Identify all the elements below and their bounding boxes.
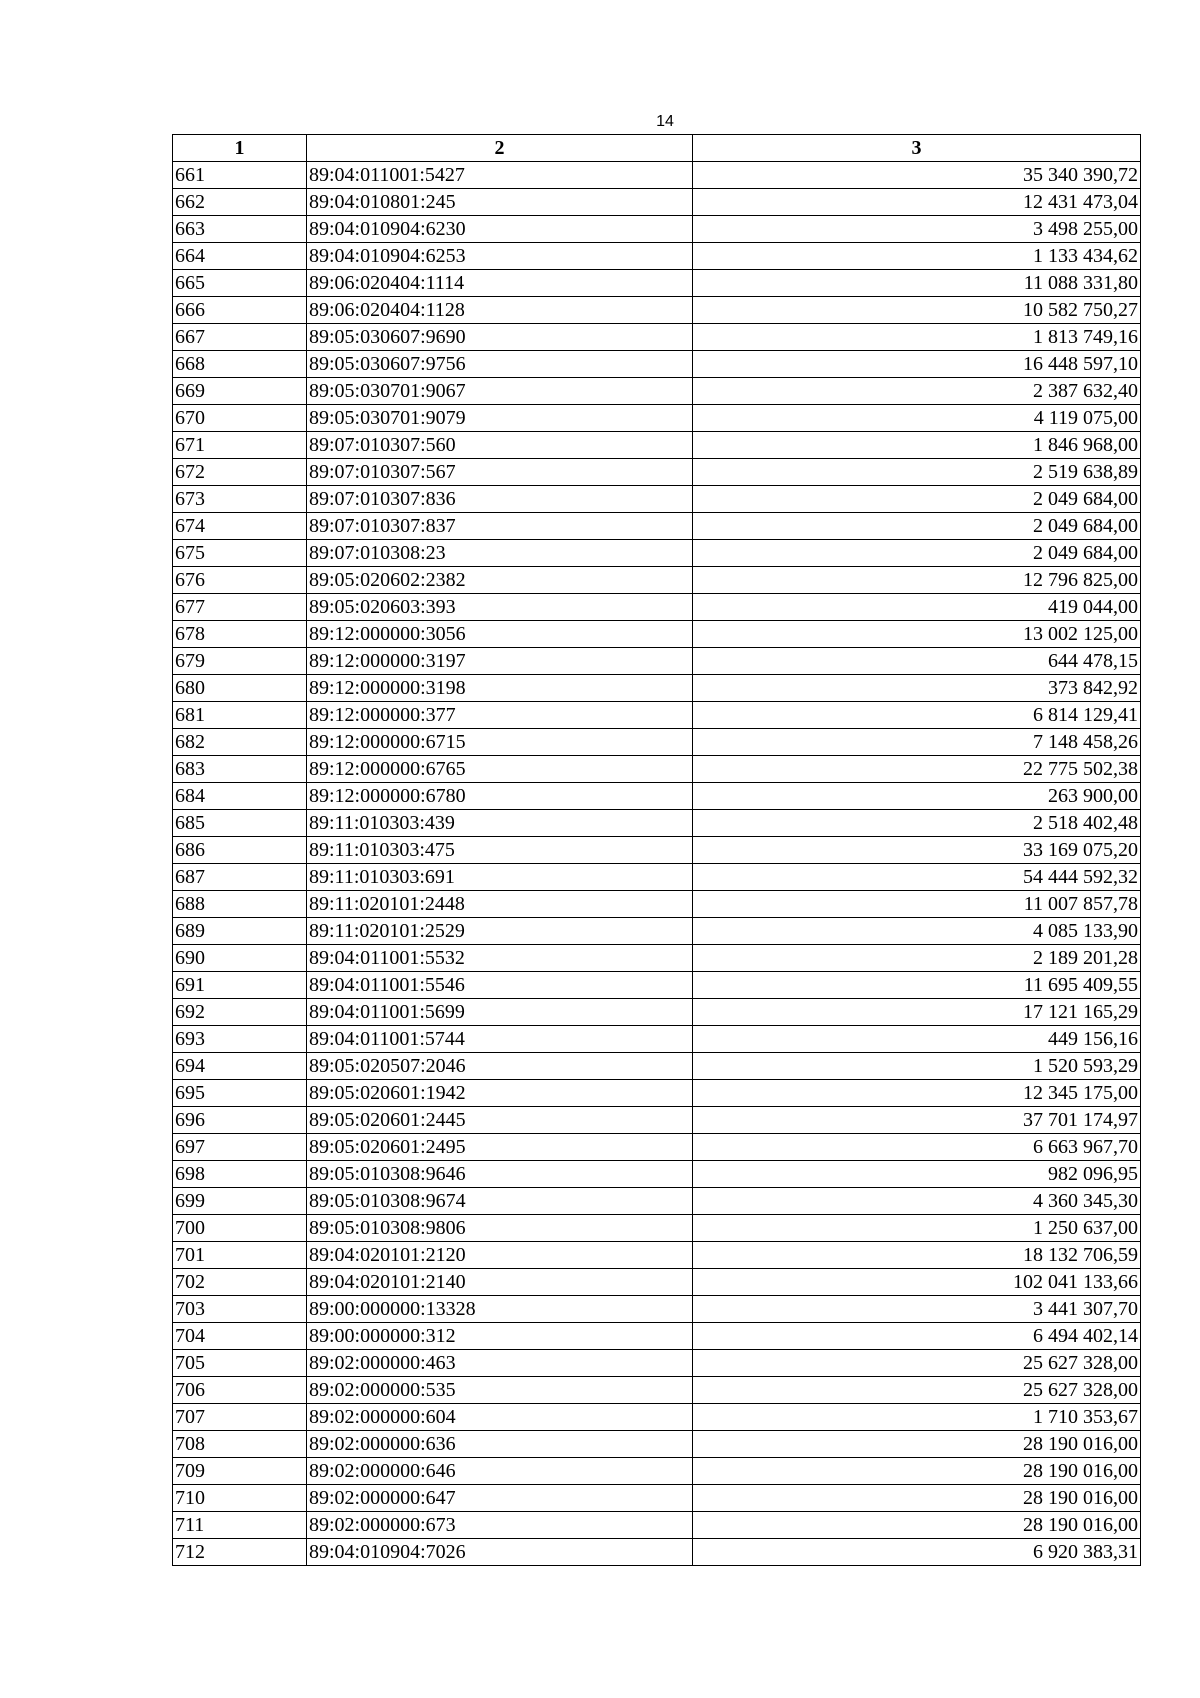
value-cell: 102 041 133,66 <box>693 1269 1141 1296</box>
value-cell: 11 088 331,80 <box>693 270 1141 297</box>
row-number-cell: 682 <box>173 729 307 756</box>
cadastral-number-cell: 89:04:011001:5546 <box>307 972 693 999</box>
row-number-cell: 702 <box>173 1269 307 1296</box>
row-number-cell: 688 <box>173 891 307 918</box>
table-row <box>173 1458 1141 1485</box>
table-row <box>173 756 1141 783</box>
table-row <box>173 243 1141 270</box>
cadastral-number-cell: 89:00:000000:13328 <box>307 1296 693 1323</box>
value-cell: 2 049 684,00 <box>693 486 1141 513</box>
table-row <box>173 513 1141 540</box>
table-row <box>173 540 1141 567</box>
value-cell: 419 044,00 <box>693 594 1141 621</box>
value-cell: 17 121 165,29 <box>693 999 1141 1026</box>
row-number-cell: 712 <box>173 1539 307 1566</box>
cadastral-number-cell: 89:05:010308:9646 <box>307 1161 693 1188</box>
cadastral-number-cell: 89:04:010801:245 <box>307 189 693 216</box>
table-row <box>173 945 1141 972</box>
row-number-cell: 672 <box>173 459 307 486</box>
cadastral-number-cell: 89:05:020601:2445 <box>307 1107 693 1134</box>
value-cell: 982 096,95 <box>693 1161 1141 1188</box>
cadastral-number-cell: 89:02:000000:673 <box>307 1512 693 1539</box>
cadastral-number-cell: 89:02:000000:636 <box>307 1431 693 1458</box>
cadastral-number-cell: 89:07:010307:836 <box>307 486 693 513</box>
cadastral-number-cell: 89:05:010308:9806 <box>307 1215 693 1242</box>
table-row <box>173 1323 1141 1350</box>
row-number-cell: 665 <box>173 270 307 297</box>
cadastral-number-cell: 89:12:000000:6715 <box>307 729 693 756</box>
cadastral-number-cell: 89:05:020602:2382 <box>307 567 693 594</box>
page-number: 14 <box>656 113 674 130</box>
table-row <box>173 1350 1141 1377</box>
value-cell: 449 156,16 <box>693 1026 1141 1053</box>
row-number-cell: 667 <box>173 324 307 351</box>
table-row <box>173 432 1141 459</box>
table-row <box>173 567 1141 594</box>
cadastral-number-cell: 89:04:020101:2140 <box>307 1269 693 1296</box>
row-number-cell: 703 <box>173 1296 307 1323</box>
value-cell: 373 842,92 <box>693 675 1141 702</box>
value-cell: 2 189 201,28 <box>693 945 1141 972</box>
table-row <box>173 1242 1141 1269</box>
value-cell: 1 846 968,00 <box>693 432 1141 459</box>
row-number-cell: 668 <box>173 351 307 378</box>
table-row <box>173 162 1141 189</box>
cadastral-number-cell: 89:00:000000:312 <box>307 1323 693 1350</box>
cadastral-number-cell: 89:11:020101:2529 <box>307 918 693 945</box>
row-number-cell: 686 <box>173 837 307 864</box>
value-cell: 35 340 390,72 <box>693 162 1141 189</box>
table-row <box>173 486 1141 513</box>
row-number-cell: 677 <box>173 594 307 621</box>
cadastral-number-cell: 89:07:010307:837 <box>307 513 693 540</box>
cadastral-number-cell: 89:04:011001:5532 <box>307 945 693 972</box>
table-row <box>173 972 1141 999</box>
cadastral-number-cell: 89:11:010303:439 <box>307 810 693 837</box>
cadastral-number-cell: 89:11:010303:475 <box>307 837 693 864</box>
row-number-cell: 710 <box>173 1485 307 1512</box>
row-number-cell: 704 <box>173 1323 307 1350</box>
row-number-cell: 694 <box>173 1053 307 1080</box>
row-number-cell: 707 <box>173 1404 307 1431</box>
row-number-cell: 692 <box>173 999 307 1026</box>
cadastral-number-cell: 89:02:000000:604 <box>307 1404 693 1431</box>
column-header-1: 1 <box>173 135 307 162</box>
row-number-cell: 696 <box>173 1107 307 1134</box>
row-number-cell: 663 <box>173 216 307 243</box>
value-cell: 54 444 592,32 <box>693 864 1141 891</box>
value-cell: 2 049 684,00 <box>693 513 1141 540</box>
value-cell: 10 582 750,27 <box>693 297 1141 324</box>
table-row <box>173 837 1141 864</box>
value-cell: 2 049 684,00 <box>693 540 1141 567</box>
table-row <box>173 783 1141 810</box>
value-cell: 6 920 383,31 <box>693 1539 1141 1566</box>
value-cell: 12 345 175,00 <box>693 1080 1141 1107</box>
table-row <box>173 270 1141 297</box>
value-cell: 28 190 016,00 <box>693 1485 1141 1512</box>
cadastral-number-cell: 89:05:030701:9079 <box>307 405 693 432</box>
row-number-cell: 674 <box>173 513 307 540</box>
cadastral-number-cell: 89:12:000000:3056 <box>307 621 693 648</box>
value-cell: 6 494 402,14 <box>693 1323 1141 1350</box>
row-number-cell: 687 <box>173 864 307 891</box>
row-number-cell: 698 <box>173 1161 307 1188</box>
value-cell: 1 250 637,00 <box>693 1215 1141 1242</box>
table-row <box>173 1485 1141 1512</box>
value-cell: 18 132 706,59 <box>693 1242 1141 1269</box>
table-row <box>173 729 1141 756</box>
row-number-cell: 676 <box>173 567 307 594</box>
value-cell: 28 190 016,00 <box>693 1458 1141 1485</box>
column-header-3: 3 <box>693 135 1141 162</box>
value-cell: 25 627 328,00 <box>693 1377 1141 1404</box>
cadastral-number-cell: 89:12:000000:3197 <box>307 648 693 675</box>
row-number-cell: 711 <box>173 1512 307 1539</box>
cadastral-number-cell: 89:11:010303:691 <box>307 864 693 891</box>
cadastral-number-cell: 89:04:011001:5744 <box>307 1026 693 1053</box>
row-number-cell: 661 <box>173 162 307 189</box>
table-row <box>173 1377 1141 1404</box>
value-cell: 6 663 967,70 <box>693 1134 1141 1161</box>
row-number-cell: 664 <box>173 243 307 270</box>
table-row <box>173 297 1141 324</box>
value-cell: 1 520 593,29 <box>693 1053 1141 1080</box>
cadastral-number-cell: 89:02:000000:463 <box>307 1350 693 1377</box>
table-row <box>173 594 1141 621</box>
table-row <box>173 1107 1141 1134</box>
value-cell: 25 627 328,00 <box>693 1350 1141 1377</box>
table-row <box>173 675 1141 702</box>
table-row <box>173 189 1141 216</box>
cadastral-number-cell: 89:04:011001:5699 <box>307 999 693 1026</box>
row-number-cell: 662 <box>173 189 307 216</box>
value-cell: 2 519 638,89 <box>693 459 1141 486</box>
cadastral-number-cell: 89:02:000000:646 <box>307 1458 693 1485</box>
row-number-cell: 706 <box>173 1377 307 1404</box>
table-row <box>173 702 1141 729</box>
table-row <box>173 1026 1141 1053</box>
cadastral-number-cell: 89:05:010308:9674 <box>307 1188 693 1215</box>
table-row <box>173 1404 1141 1431</box>
table-row <box>173 918 1141 945</box>
row-number-cell: 679 <box>173 648 307 675</box>
cadastral-number-cell: 89:05:030607:9756 <box>307 351 693 378</box>
table-row <box>173 1512 1141 1539</box>
table-header <box>173 135 1141 162</box>
value-cell: 2 518 402,48 <box>693 810 1141 837</box>
row-number-cell: 684 <box>173 783 307 810</box>
row-number-cell: 699 <box>173 1188 307 1215</box>
value-cell: 1 813 749,16 <box>693 324 1141 351</box>
value-cell: 28 190 016,00 <box>693 1431 1141 1458</box>
row-number-cell: 690 <box>173 945 307 972</box>
value-cell: 4 085 133,90 <box>693 918 1141 945</box>
value-cell: 1 133 434,62 <box>693 243 1141 270</box>
table-row <box>173 891 1141 918</box>
cadastral-number-cell: 89:05:020601:1942 <box>307 1080 693 1107</box>
data-table <box>172 134 1141 1566</box>
table-row <box>173 648 1141 675</box>
value-cell: 644 478,15 <box>693 648 1141 675</box>
value-cell: 3 441 307,70 <box>693 1296 1141 1323</box>
table-row <box>173 216 1141 243</box>
cadastral-number-cell: 89:05:030701:9067 <box>307 378 693 405</box>
value-cell: 13 002 125,00 <box>693 621 1141 648</box>
row-number-cell: 683 <box>173 756 307 783</box>
table-row <box>173 1215 1141 1242</box>
cadastral-number-cell: 89:06:020404:1128 <box>307 297 693 324</box>
row-number-cell: 691 <box>173 972 307 999</box>
value-cell: 7 148 458,26 <box>693 729 1141 756</box>
value-cell: 263 900,00 <box>693 783 1141 810</box>
table-row <box>173 1539 1141 1566</box>
value-cell: 12 431 473,04 <box>693 189 1141 216</box>
cadastral-number-cell: 89:07:010308:23 <box>307 540 693 567</box>
cadastral-number-cell: 89:02:000000:647 <box>307 1485 693 1512</box>
row-number-cell: 695 <box>173 1080 307 1107</box>
value-cell: 12 796 825,00 <box>693 567 1141 594</box>
column-header-2: 2 <box>307 135 693 162</box>
row-number-cell: 678 <box>173 621 307 648</box>
table-row <box>173 1134 1141 1161</box>
row-number-cell: 700 <box>173 1215 307 1242</box>
cadastral-number-cell: 89:05:020603:393 <box>307 594 693 621</box>
value-cell: 11 007 857,78 <box>693 891 1141 918</box>
row-number-cell: 709 <box>173 1458 307 1485</box>
table-row <box>173 324 1141 351</box>
value-cell: 1 710 353,67 <box>693 1404 1141 1431</box>
cadastral-number-cell: 89:12:000000:377 <box>307 702 693 729</box>
row-number-cell: 697 <box>173 1134 307 1161</box>
table-row <box>173 459 1141 486</box>
row-number-cell: 666 <box>173 297 307 324</box>
cadastral-number-cell: 89:04:010904:6230 <box>307 216 693 243</box>
cadastral-number-cell: 89:07:010307:560 <box>307 432 693 459</box>
cadastral-number-cell: 89:11:020101:2448 <box>307 891 693 918</box>
table-row <box>173 810 1141 837</box>
row-number-cell: 701 <box>173 1242 307 1269</box>
cadastral-number-cell: 89:02:000000:535 <box>307 1377 693 1404</box>
value-cell: 22 775 502,38 <box>693 756 1141 783</box>
row-number-cell: 675 <box>173 540 307 567</box>
table-row <box>173 1188 1141 1215</box>
table-row <box>173 1080 1141 1107</box>
table-row <box>173 378 1141 405</box>
value-cell: 11 695 409,55 <box>693 972 1141 999</box>
value-cell: 4 360 345,30 <box>693 1188 1141 1215</box>
row-number-cell: 671 <box>173 432 307 459</box>
table-row <box>173 1161 1141 1188</box>
row-number-cell: 685 <box>173 810 307 837</box>
table-row <box>173 621 1141 648</box>
value-cell: 6 814 129,41 <box>693 702 1141 729</box>
cadastral-number-cell: 89:12:000000:6765 <box>307 756 693 783</box>
value-cell: 37 701 174,97 <box>693 1107 1141 1134</box>
row-number-cell: 680 <box>173 675 307 702</box>
row-number-cell: 681 <box>173 702 307 729</box>
table-row <box>173 1053 1141 1080</box>
value-cell: 2 387 632,40 <box>693 378 1141 405</box>
cadastral-number-cell: 89:04:010904:7026 <box>307 1539 693 1566</box>
row-number-cell: 673 <box>173 486 307 513</box>
cadastral-number-cell: 89:12:000000:3198 <box>307 675 693 702</box>
value-cell: 16 448 597,10 <box>693 351 1141 378</box>
cadastral-number-cell: 89:04:020101:2120 <box>307 1242 693 1269</box>
table-row <box>173 405 1141 432</box>
row-number-cell: 705 <box>173 1350 307 1377</box>
table-row <box>173 1296 1141 1323</box>
cadastral-number-cell: 89:05:020601:2495 <box>307 1134 693 1161</box>
row-number-cell: 708 <box>173 1431 307 1458</box>
cadastral-number-cell: 89:05:020507:2046 <box>307 1053 693 1080</box>
header-row <box>173 135 1141 162</box>
cadastral-number-cell: 89:12:000000:6780 <box>307 783 693 810</box>
table-row <box>173 999 1141 1026</box>
table-row <box>173 351 1141 378</box>
table-row <box>173 1269 1141 1296</box>
cadastral-number-cell: 89:05:030607:9690 <box>307 324 693 351</box>
table-row <box>173 864 1141 891</box>
row-number-cell: 689 <box>173 918 307 945</box>
table-row <box>173 1431 1141 1458</box>
value-cell: 33 169 075,20 <box>693 837 1141 864</box>
value-cell: 3 498 255,00 <box>693 216 1141 243</box>
value-cell: 28 190 016,00 <box>693 1512 1141 1539</box>
row-number-cell: 693 <box>173 1026 307 1053</box>
cadastral-number-cell: 89:07:010307:567 <box>307 459 693 486</box>
table-body <box>173 162 1141 1566</box>
row-number-cell: 669 <box>173 378 307 405</box>
value-cell: 4 119 075,00 <box>693 405 1141 432</box>
row-number-cell: 670 <box>173 405 307 432</box>
cadastral-number-cell: 89:04:010904:6253 <box>307 243 693 270</box>
cadastral-number-cell: 89:06:020404:1114 <box>307 270 693 297</box>
cadastral-number-cell: 89:04:011001:5427 <box>307 162 693 189</box>
